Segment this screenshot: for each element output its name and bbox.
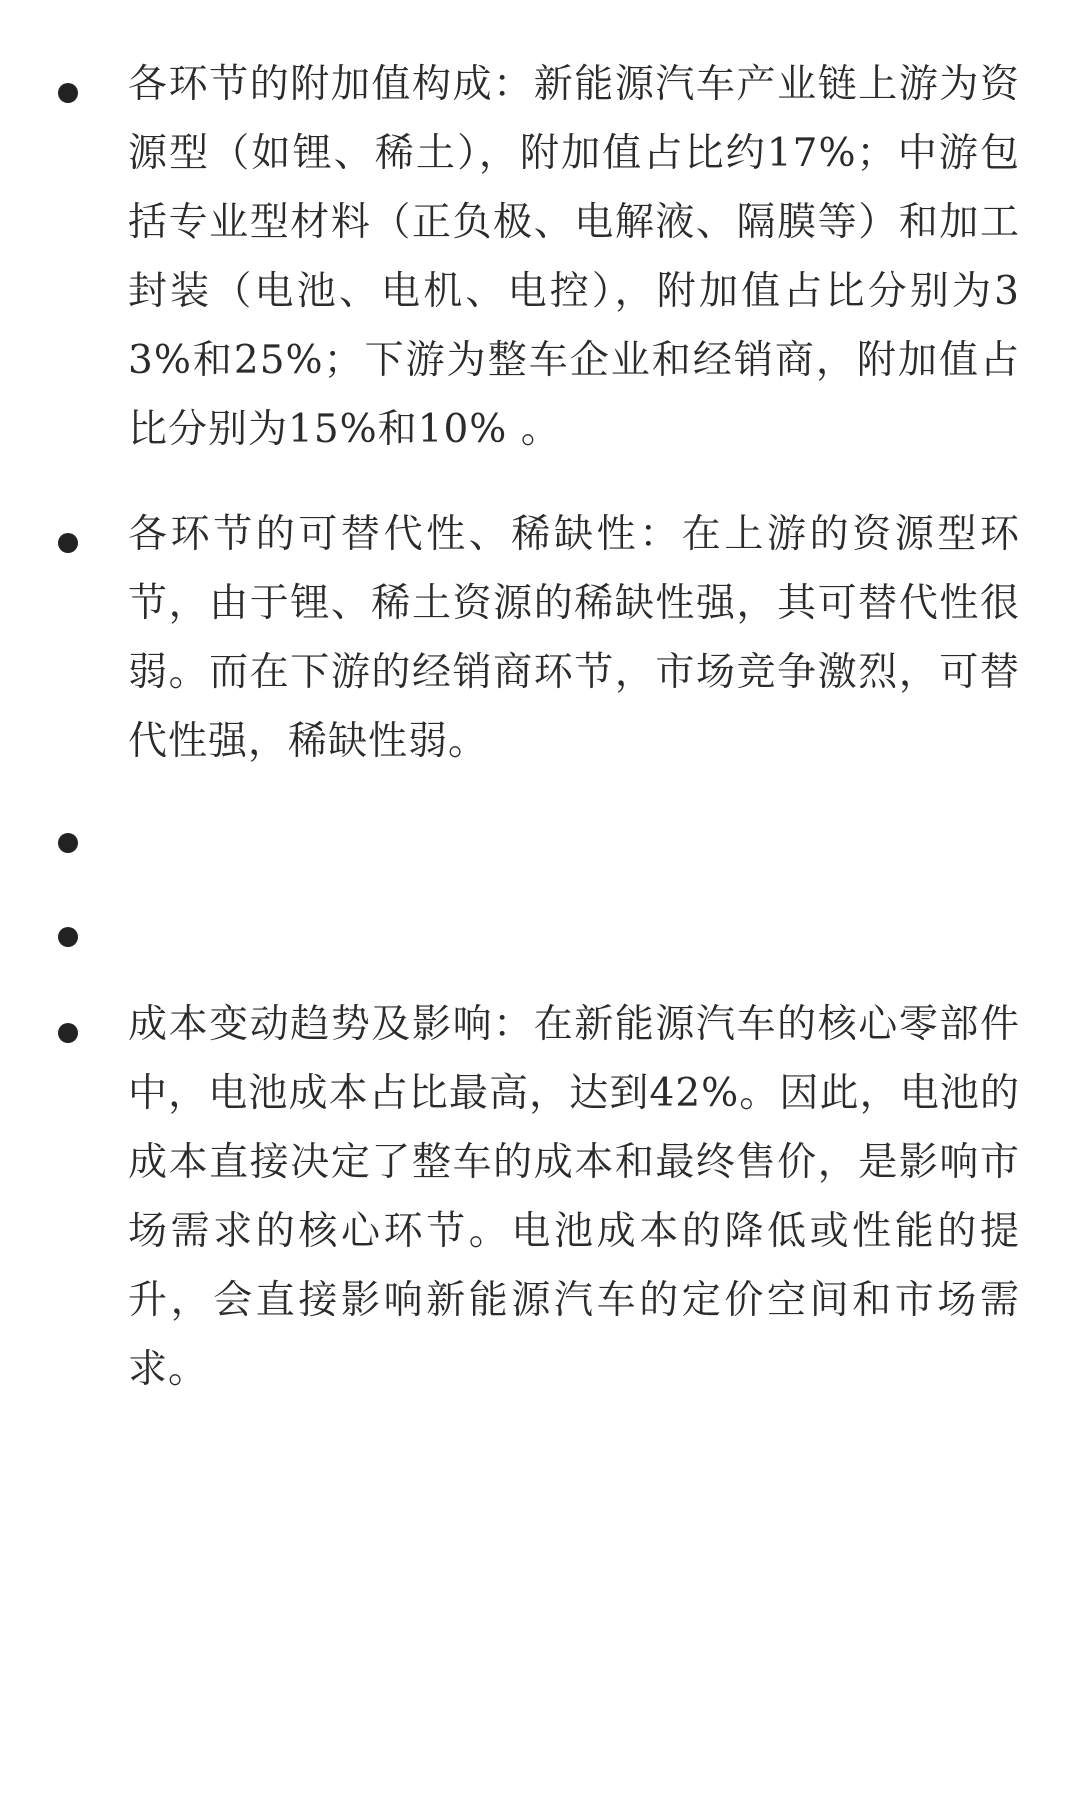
bullet-dot-icon: [58, 927, 78, 947]
bullet-text: 各环节的可替代性、稀缺性：在上游的资源型环节，由于锂、稀土资源的稀缺性强，其可替代性很弱。而在下游的经销商环节，市场竞争激烈，可替代性强，稀缺性弱。: [128, 512, 1020, 764]
bullet-dot-icon: [58, 83, 78, 103]
bullet-dot-icon: [58, 833, 78, 853]
bullet-dot-icon: [58, 533, 78, 553]
bullet-text: 各环节的附加值构成：新能源汽车产业链上游为资源型（如锂、稀土），附加值占比约17%；中游包括专业型材料（正负极、电解液、隔膜等）和加工封装（电池、电机、电控），附加值占比分别为33%和25%；下游为整车企业和经销商，附加值占比分别为15%和10% 。: [128, 62, 1020, 452]
bullet-dot-icon: [58, 1023, 78, 1043]
bullet-text: 成本变动趋势及影响：在新能源汽车的核心零部件中，电池成本占比最高，达到42%。因此，电池的成本直接决定了整车的成本和最终售价，是影响市场需求的核心环节。电池成本的降低或性能的提升，会直接影响新能源汽车的定价空间和市场需求。: [128, 1002, 1020, 1392]
